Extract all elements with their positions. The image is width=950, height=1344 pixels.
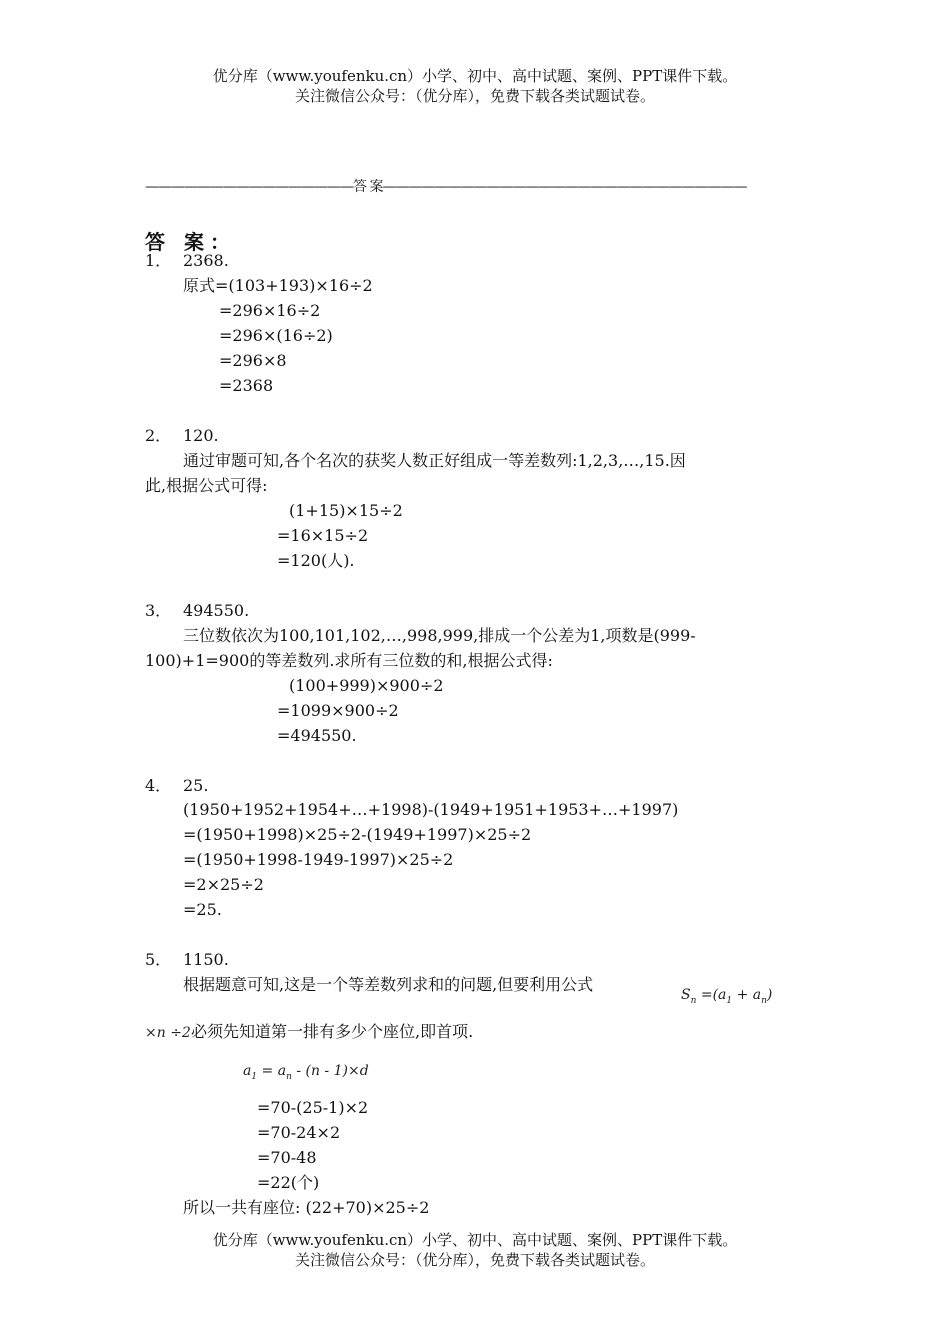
- q3-text-1: 三位数依次为100,101,102,…,998,999,排成一个公差为1,项数是(999-: [183, 626, 696, 645]
- q3-answer: 494550.: [183, 601, 250, 620]
- q5-conclusion: 所以一共有座位: (22+70)×25÷2: [183, 1198, 430, 1217]
- q2-text-1: 通过审题可知,各个名次的获奖人数正好组成一等差数列:1,2,3,…,15.因: [183, 451, 686, 470]
- q1-number: 1．: [145, 251, 172, 270]
- q5-text-1: 根据题意可知,这是一个等差数列求和的问题,但要利用公式: [183, 975, 594, 994]
- q2-line-2: =16×15÷2: [277, 526, 369, 545]
- q1-line-3: =296×(16÷2): [219, 326, 333, 345]
- q4-number: 4．: [145, 776, 172, 795]
- q2-text-2: 此,根据公式可得:: [145, 476, 268, 495]
- q5-line-1: =70-(25-1)×2: [257, 1098, 369, 1117]
- q4-line-2: =(1950+1998)×25÷2-(1949+1997)×25÷2: [183, 825, 532, 844]
- q3-number: 3．: [145, 601, 172, 620]
- q4-line-5: =25.: [183, 900, 222, 919]
- q5-number: 5．: [145, 950, 172, 969]
- q3-line-1: (100+999)×900÷2: [289, 676, 444, 695]
- q1-answer: 2368.: [183, 251, 229, 270]
- answers-title: 答 案：: [145, 230, 236, 254]
- q2-line-3: =120(人).: [277, 551, 355, 570]
- q3-line-3: =494550.: [277, 726, 357, 745]
- footer-line-2: 关注微信公众号：（优分库），免费下载各类试题试卷。: [294, 1251, 655, 1269]
- q4-line-4: =2×25÷2: [183, 875, 264, 894]
- q5-answer: 1150.: [183, 950, 229, 969]
- answer-separator: ————————————————答 案————————————————————————————: [145, 179, 747, 195]
- q4-line-1: (1950+1952+1954+…+1998)-(1949+1951+1953+…+1997): [183, 800, 679, 819]
- q1-line-1: 原式=(103+193)×16÷2: [183, 276, 373, 295]
- header-line-1: 优分库（www.youfenku.cn）小学、初中、高中试题、案例、PPT课件下载。: [212, 67, 738, 85]
- q1-line-4: =296×8: [219, 351, 287, 370]
- q3-line-2: =1099×900÷2: [277, 701, 399, 720]
- q5-line-2: =70-24×2: [257, 1123, 341, 1142]
- q2-answer: 120.: [183, 426, 219, 445]
- q5-line-3: =70-48: [257, 1148, 317, 1167]
- q2-line-1: (1+15)×15÷2: [289, 501, 403, 520]
- q2-number: 2．: [145, 426, 172, 445]
- q1-line-5: =2368: [219, 376, 274, 395]
- q5-first-term-formula: $a_1 = a_n - (n - 1)\times d$: [243, 1063, 369, 1082]
- q4-line-3: =(1950+1998-1949-1997)×25÷2: [183, 850, 454, 869]
- q3-text-2: 100)+1=900的等差数列.求所有三位数的和,根据公式得:: [145, 651, 553, 670]
- page-header: [0, 66, 950, 106]
- page-footer: [0, 1230, 950, 1270]
- q5-text-2: 必须先知道第一排有多少个座位,即首项.: [191, 1022, 474, 1041]
- footer-line-1: 优分库（www.youfenku.cn）小学、初中、高中试题、案例、PPT课件下载。: [212, 1231, 738, 1249]
- header-line-2: 关注微信公众号：（优分库），免费下载各类试题试卷。: [294, 87, 655, 105]
- q5-sum-formula: $S_n =(a_1 + a_n)$: [681, 987, 773, 1006]
- q5-line-4: =22(个): [257, 1173, 320, 1192]
- q5-sum-formula-cont: ×n ÷2: [145, 1025, 191, 1041]
- q4-answer: 25.: [183, 776, 209, 795]
- q1-line-2: =296×16÷2: [219, 301, 321, 320]
